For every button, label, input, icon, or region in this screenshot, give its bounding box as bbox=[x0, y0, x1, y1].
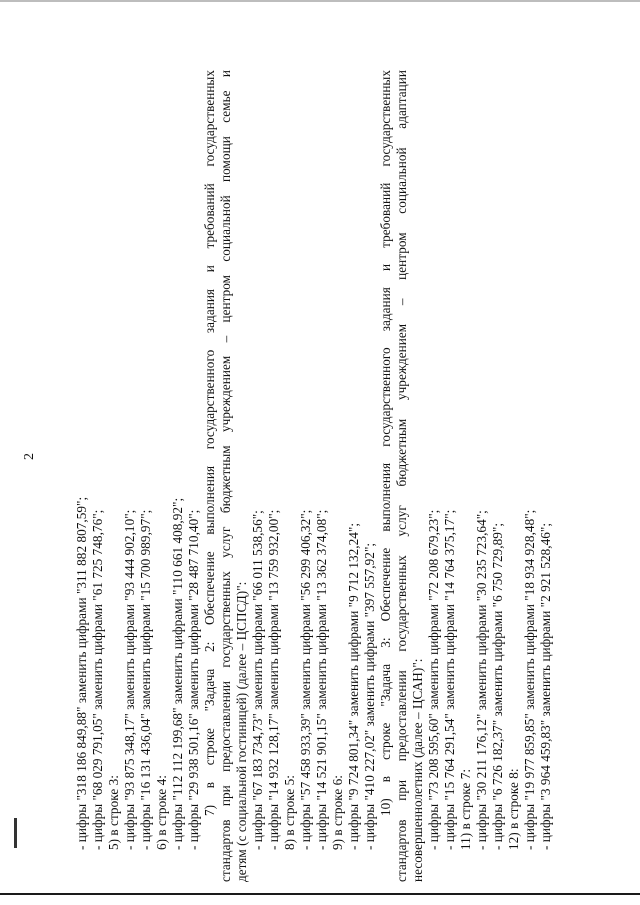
scan-top-edge bbox=[0, 0, 640, 2]
text-line: - цифры "15 764 291,54" заменить цифрами "14 764 375,17"; bbox=[442, 509, 457, 850]
text-line: - цифры "16 131 436,04" заменить цифрами "15 700 989,97"; bbox=[138, 509, 153, 850]
text-line: - цифры "30 211 176,12" заменить цифрами "30 235 723,64"; bbox=[474, 510, 489, 850]
text-line: 11) в строке 7: bbox=[458, 768, 473, 850]
text-line: 10) в строке "Задача 3: Обеспечение выполнения государственного задания и требований государственных bbox=[378, 70, 393, 816]
text-line: - цифры "29 938 501,16" заменить цифрами "28 487 710,40"; bbox=[186, 509, 201, 850]
page-number: 2 bbox=[22, 453, 37, 460]
text-line: - цифры "318 186 849,88" заменить цифрами "311 882 807,59"; bbox=[74, 496, 89, 850]
text-line: 9) в строке 6: bbox=[330, 775, 345, 850]
text-line: 8) в строке 5: bbox=[282, 775, 297, 850]
text-line: - цифры "93 875 348,17" заменить цифрами "93 444 902,10"; bbox=[122, 509, 137, 850]
rotated-text-body bbox=[22, 20, 594, 882]
text-line: несовершеннолетних (далее – ЦСАН)": bbox=[410, 658, 425, 882]
text-line: 5) в строке 3: bbox=[106, 775, 121, 850]
text-line: - цифры "6 726 182,37" заменить цифрами "6 750 729,89"; bbox=[490, 522, 505, 850]
text-line: 7) в строке "Задача 2: Обеспечение выполнения государственного задания и требований государственных bbox=[202, 70, 217, 816]
text-line: - цифры "67 183 734,73" заменить цифрами "66 011 538,56"; bbox=[250, 510, 265, 850]
text-line: стандартов при предоставлении государственных услуг бюджетным учреждением – центром социальной адаптации bbox=[394, 70, 409, 882]
scan-bottom-edge bbox=[0, 893, 640, 895]
text-line: стандартов при предоставлении государственных услуг бюджетным учреждением – центром социальной помощи семье и bbox=[218, 70, 233, 882]
text-line: - цифры "14 932 128,17" заменить цифрами "13 759 932,00"; bbox=[266, 509, 281, 850]
text-line: - цифры "57 458 933,39" заменить цифрами "56 299 406,32"; bbox=[298, 509, 313, 850]
text-line: - цифры "68 029 791,05" заменить цифрами "61 725 748,76"; bbox=[90, 509, 105, 850]
text-line: - цифры "19 977 859,85" заменить цифрами "18 934 928,48"; bbox=[522, 509, 537, 850]
text-line: - цифры "14 521 901,15" заменить цифрами "13 362 374,08"; bbox=[314, 509, 329, 850]
text-line: - цифры "112 112 199,68" заменить цифрами "110 661 408,92"; bbox=[170, 497, 185, 850]
text-line: - цифры "3 964 459,83" заменить цифрами "2 921 528,46"; bbox=[538, 522, 553, 850]
text-line: 6) в строке 4: bbox=[154, 775, 169, 850]
text-line: - цифры "9 724 801,34" заменить цифрами "9 712 132,24"; bbox=[346, 522, 361, 850]
text-line: - цифры "410 227,02" заменить цифрами "397 557,92"; bbox=[362, 542, 377, 850]
text-line: детям (с социальной гостиницей) (далее – ЦСПСД)": bbox=[234, 581, 249, 882]
text-line: - цифры "73 208 595,60" заменить цифрами "72 208 679,23"; bbox=[426, 509, 441, 850]
margin-mark bbox=[14, 818, 17, 848]
text-line: 12) в строке 8: bbox=[506, 768, 521, 850]
